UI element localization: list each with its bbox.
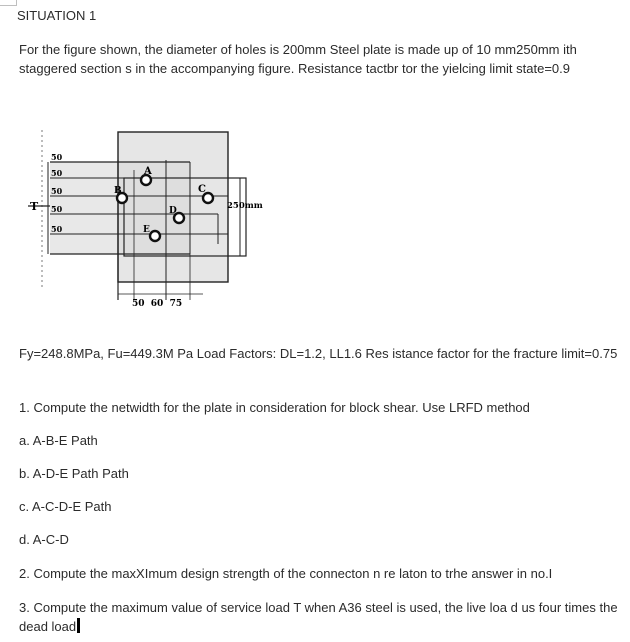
hole-e: [150, 231, 160, 241]
hole-label-d: D: [169, 206, 177, 216]
question-1: 1. Compute the netwidth for the plate in consideration for block shear. Use LRFD method: [19, 400, 530, 415]
option-d: d. A-C-D: [19, 532, 69, 547]
hole-label-c: C: [198, 184, 206, 195]
option-c: c. A-C-D-E Path: [19, 499, 112, 514]
plate-figure: [28, 120, 268, 320]
left-dim-1: 50: [51, 152, 63, 162]
left-dim-4: 50: [51, 204, 63, 214]
corner-mark: [0, 0, 17, 6]
question-2: 2. Compute the maxXImum design strength of the connecton n re laton to trhe answer in no.I: [19, 566, 553, 581]
hole-label-a: A: [144, 166, 152, 177]
question-3-text: 3. Compute the maximum value of service load T when A36 steel is used, the live loa d us four times the dead load: [19, 600, 618, 634]
bottom-dims: 50 60 75: [132, 299, 183, 309]
left-dim-3: 50: [51, 186, 63, 196]
option-a: a. A-B-E Path: [19, 433, 98, 448]
problem-statement: For the figure shown, the diameter of holes is 200mm Steel plate is made up of 10 mm250mm ith staggered section s in the accompanying figure. Resistance tactbr tor the yielcing limit state=0.9: [19, 42, 577, 76]
left-dim-2: 50: [51, 168, 63, 178]
situation-title: SITUATION 1: [17, 8, 97, 23]
load-label: T: [30, 200, 39, 213]
material-properties: Fy=248.8MPa, Fu=449.3M Pa Load Factors: DL=1.2, LL1.6 Res istance factor for the fracture limit=0.75: [19, 346, 618, 361]
hole-label-e: E: [143, 225, 150, 235]
option-b: b. A-D-E Path Path: [19, 466, 129, 481]
question-3: [19, 598, 624, 636]
hole-label-b: B: [114, 186, 122, 196]
left-dim-5: 50: [51, 224, 63, 234]
width-label: 250mm: [227, 201, 263, 211]
text-cursor: [77, 618, 80, 633]
